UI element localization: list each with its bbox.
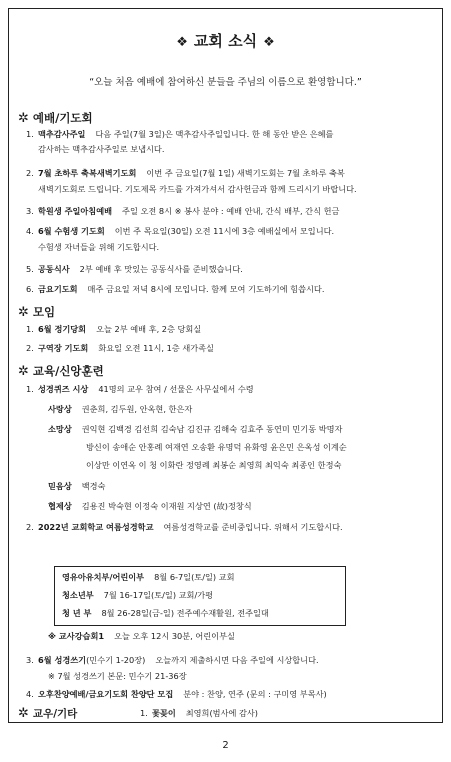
list-item: 6. 금요기도회 매주 금요일 저녁 8시에 모입니다. 함께 모여 기도하기에 힘씁시다.: [26, 284, 325, 294]
schedule-row: 청소년부 7월 16-17일(토/일) 교회/가평: [62, 590, 214, 600]
list-item: 4. 오후찬양예배/금요기도회 찬양단 모집 분야 : 찬양, 연주 (문의 : 구미영 부목사): [26, 689, 327, 699]
schedule-row: 청 년 부 8월 26-28일(금-일) 전주예수재활원, 전주일대: [62, 608, 269, 618]
section-heading: 모임: [32, 305, 56, 319]
diamond-icon: ❖: [176, 35, 188, 50]
section-meetings: [18, 304, 55, 320]
award-row: 방신이 송애순 안홍례 여재연 오송환 유명덕 유화영 윤은민 은옥성 이계순: [86, 442, 347, 452]
award-row: 소망상 권익현 김백경 김선희 김숙남 김진규 김해숙 김효주 동연미 민기동 박명자: [48, 424, 343, 434]
list-item: 1. 꽃꽂이 최영희(범사에 감사): [140, 708, 258, 718]
teacher-note: ※ 교사강습회1 오늘 오후 12시 30분, 어린이부실: [48, 631, 235, 641]
list-item: 3. 학원생 주일아침예배 주일 오전 8시 ※ 봉사 분야 : 예배 안내, 간식 배부, 간식 헌금: [26, 206, 340, 216]
section-fellowship: [18, 706, 77, 721]
list-item: 3. 6월 성경쓰기(민수기 1-20장) 오늘까지 제출하시면 다음 주일에 시상합니다.: [26, 655, 319, 665]
list-item: 1. 6월 정기당회 오늘 2부 예배 후, 2층 당회실: [26, 324, 202, 334]
page-number: 2: [222, 740, 229, 751]
section-heading: 교우/기타: [32, 708, 78, 720]
list-item: 4. 6월 수험생 기도회 이번 주 목요일(30일) 오전 11시에 3층 예배실에서 모입니다.: [26, 226, 335, 236]
list-item-cont: 수험생 자녀들을 위해 기도합시다.: [38, 242, 160, 252]
page-title: [0, 30, 451, 51]
list-item: 5. 공동식사 2부 예배 후 맛있는 공동식사를 준비했습니다.: [26, 264, 243, 274]
list-item: 1. 성경퀴즈 시상 41명의 교우 참여 / 선물은 사무실에서 수령: [26, 384, 254, 394]
asterisk-icon: ✲: [18, 304, 29, 320]
list-item: 2. 2022년 교회학교 여름성경학교 여름성경학교를 준비중입니다. 위해서 기도합시다.: [26, 522, 343, 532]
asterisk-icon: ✲: [18, 110, 29, 126]
award-row: 이상만 이연옥 이 청 이화란 정영례 최봉순 최영희 최익숙 최종인 한정숙: [86, 460, 342, 470]
list-item: 2. 7월 초하루 축복새벽기도회 이번 주 금요일(7월 1일) 새벽기도회는 7월 초하루 축복: [26, 168, 345, 178]
award-row: 믿음상 백경숙: [48, 481, 106, 491]
list-item: 1. 맥추감사주일 다음 주일(7월 3일)은 맥추감사주일입니다. 한 해 동안 받은 은혜를: [26, 129, 334, 139]
schedule-row: 영유아유치부/어린이부 8월 6-7일(토/일) 교회: [62, 572, 235, 582]
section-heading: 예배/기도회: [32, 111, 93, 125]
asterisk-icon: ✲: [18, 706, 29, 721]
list-item: 2. 구역장 기도회 화요일 오전 11시, 1층 새가족실: [26, 343, 214, 353]
list-item-cont: 새벽기도회로 드립니다. 기도제목 카드를 가져가셔서 감사헌금과 함께 드리시기 바랍니다.: [38, 184, 357, 194]
title-text: 교회 소식: [193, 32, 258, 50]
welcome-message: “오늘 처음 예배에 참여하신 분들을 주님의 이름으로 환영합니다.”: [89, 77, 362, 88]
section-worship: [18, 110, 93, 126]
diamond-icon: ❖: [263, 35, 275, 50]
list-item-cont: 감사하는 맥추감사주일로 보냅시다.: [38, 144, 165, 154]
section-heading: 교육/신앙훈련: [32, 364, 104, 378]
award-row: 사랑상 권춘희, 김두원, 안옥현, 한은자: [48, 404, 193, 414]
section-education: [18, 363, 104, 379]
award-row: 협제상 김용진 박숙현 이정숙 이재원 지상연 (故)정창식: [48, 501, 252, 511]
list-item-note: ※ 7월 성경쓰기 본문: 민수기 21-36장: [48, 671, 187, 681]
asterisk-icon: ✲: [18, 363, 29, 379]
